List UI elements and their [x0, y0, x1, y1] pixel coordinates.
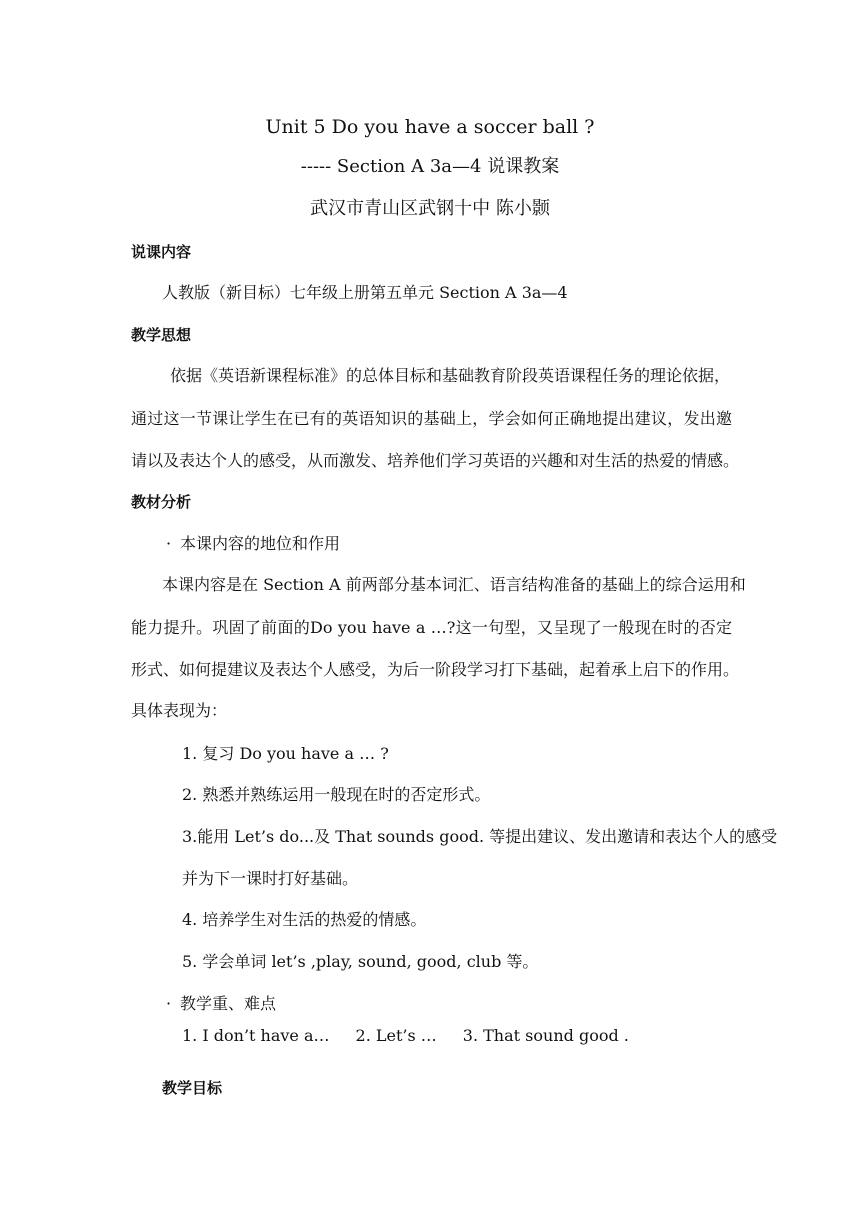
content-text: 人教版（新目标）七年级上册第五单元 Section A 3a—4: [162, 283, 568, 302]
list-item: 4. 培养学生对生活的热爱的情感。: [182, 910, 427, 929]
bullet-item: [166, 534, 340, 554]
list-item: 2. 熟悉并熟练运用一般现在时的否定形式。: [182, 785, 491, 804]
section-heading-philosophy: 教学思想: [131, 326, 192, 344]
paragraph-line: 依据《英语新课程标准》的总体目标和基础教育阶段英语课程任务的理论依据，: [170, 366, 731, 385]
paragraph-line: 能力提升。巩固了前面的Do you have a …?这一句型，又呈现了一般现在时的否定: [131, 618, 732, 637]
list-item: 5. 学会单词 let’s ,play, sound, good, club 等。: [182, 952, 539, 971]
bullet-dot: ·: [166, 994, 172, 1013]
key-points-row: [182, 1026, 629, 1046]
document-subtitle: ----- Section A 3a—4 说课教案: [300, 156, 560, 177]
paragraph-line: 形式、如何提建议及表达个人感受，为后一阶段学习打下基础，起着承上启下的作用。: [131, 660, 740, 679]
author-line: 武汉市青山区武钢十中 陈小颢: [310, 198, 550, 219]
paragraph-line: 本课内容是在 Section A 前两部分基本词汇、语言结构准备的基础上的综合运用和: [162, 575, 746, 594]
paragraph-line: 请以及表达个人的感受，从而激发、培养他们学习英语的兴趣和对生活的热爱的情感。: [131, 451, 740, 470]
section-heading-analysis: 教材分析: [131, 493, 192, 511]
key-point: 1. I don’t have a…: [182, 1026, 330, 1045]
section-heading-content: 说课内容: [131, 243, 192, 261]
bullet-dot: ·: [166, 534, 172, 553]
list-item: 1. 复习 Do you have a … ?: [182, 744, 389, 763]
paragraph-line: 通过这一节课让学生在已有的英语知识的基础上，学会如何正确地提出建议，发出邀: [131, 409, 732, 428]
key-point: 3. That sound good .: [462, 1026, 629, 1045]
document-title: Unit 5 Do you have a soccer ball ?: [265, 116, 595, 138]
list-item: 3.能用 Let’s do...及 That sounds good. 等提出建议、发出邀请和表达个人的感受: [182, 827, 778, 846]
bullet-label: 本课内容的地位和作用: [180, 534, 341, 553]
bullet-label: 教学重、难点: [180, 994, 277, 1013]
key-point: 2. Let’s …: [355, 1026, 437, 1045]
paragraph-line: 具体表现为：: [131, 701, 228, 720]
section-heading-objectives: 教学目标: [162, 1079, 223, 1097]
bullet-item: [166, 994, 276, 1014]
list-item: 并为下一课时打好基础。: [182, 869, 359, 888]
